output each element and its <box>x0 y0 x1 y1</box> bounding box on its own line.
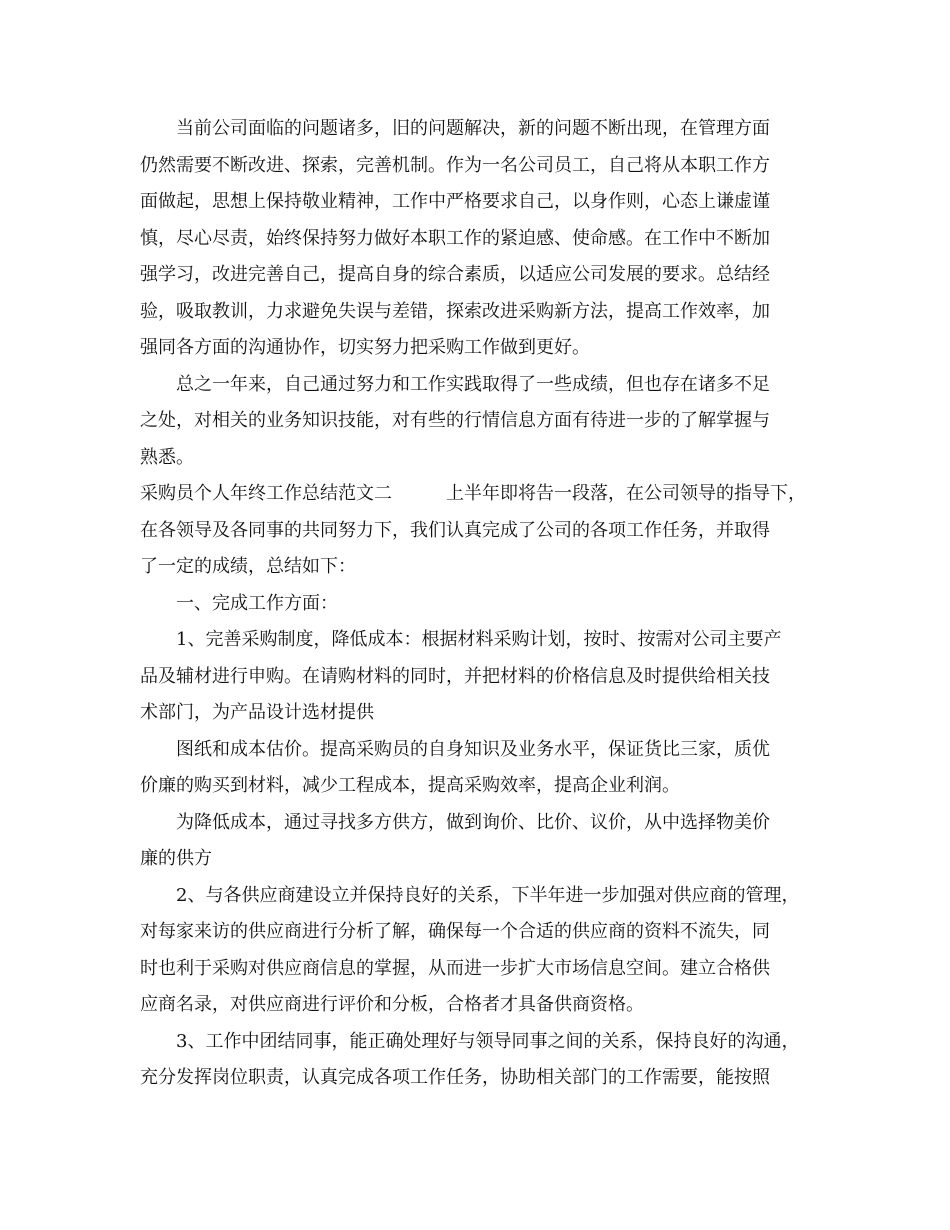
text-line: 价廉的购买到材料，减少工程成本，提高采购效率，提高企业利润。 <box>140 775 680 796</box>
text-line: 对每家来访的供应商进行分析了解，确保每一个合适的供应商的资料不流失，同 <box>140 921 770 942</box>
text-line: 1、完善采购制度，降低成本：根据材料采购计划，按时、按需对公司主要产 <box>140 629 782 650</box>
text-line: 仍然需要不断改进、探索，完善机制。作为一名公司员工，自己将从本职工作方 <box>140 154 770 176</box>
text-line: 慎，尽心尽责，始终保持努力做好本职工作的紧迫感、使命感。在工作中不断加 <box>140 227 770 249</box>
text-line: 熟悉。 <box>140 446 194 468</box>
text-line: 充分发挥岗位职责，认真完成各项工作任务，协助相关部门的工作需要，能按照 <box>140 1067 770 1088</box>
text-line: 2、与各供应商建设立并保持良好的关系，下半年进一步加强对供应商的管理， <box>140 884 800 906</box>
text-line: 时也利于采购对供应商信息的掌握，从而进一步扩大市场信息空间。建立合格供 <box>140 957 770 979</box>
text-line: 廉的供方 <box>140 848 212 869</box>
text-line: 术部门，为产品设计选材提供 <box>140 702 374 723</box>
text-line: 3、工作中团结同事，能正确处理好与领导同事之间的关系，保持良好的沟通， <box>140 1030 800 1052</box>
document-body <box>140 111 840 1097</box>
section-title-line: 采购员个人年终工作总结范文二 上半年即将告一段落，在公司领导的指导下， <box>140 483 806 504</box>
text-line: 验，吸取教训，力求避免失误与差错，探索改进采购新方法，提高工作效率，加 <box>140 300 770 322</box>
text-line: 之处，对相关的业务知识技能，对有些的行情信息方面有待进一步的了解掌握与 <box>140 410 770 431</box>
text-line: 为降低成本，通过寻找多方供方，做到询价、比价、议价，从中选择物美价 <box>140 811 770 833</box>
text-line: 当前公司面临的问题诸多，旧的问题解决，新的问题不断出现，在管理方面 <box>140 118 770 139</box>
text-line: 在各领导及各同事的共同努力下，我们认真完成了公司的各项工作任务，并取得 <box>140 519 770 541</box>
text-line: 了一定的成绩，总结如下： <box>140 556 356 577</box>
text-line: 应商名录，对供应商进行评价和分板，合格者才具备供商资格。 <box>140 994 644 1015</box>
text-line: 强学习，改进完善自己，提高自身的综合素质，以适应公司发展的要求。总结经 <box>140 264 770 285</box>
text-line: 图纸和成本估价。提高采购员的自身知识及业务水平，保证货比三家，质优 <box>140 738 770 760</box>
heading-line: 一、完成工作方面： <box>140 592 338 614</box>
text-line: 强同各方面的沟通协作，切实努力把采购工作做到更好。 <box>140 337 590 358</box>
text-line: 面做起，思想上保持敬业精神，工作中严格要求自己，以身作则，心态上谦虚谨 <box>140 191 770 212</box>
text-line: 总之一年来，自己通过努力和工作实践取得了一些成绩，但也存在诸多不足 <box>140 373 770 395</box>
text-line: 品及辅材进行申购。在请购材料的同时，并把材料的价格信息及时提供给相关技 <box>140 665 770 687</box>
